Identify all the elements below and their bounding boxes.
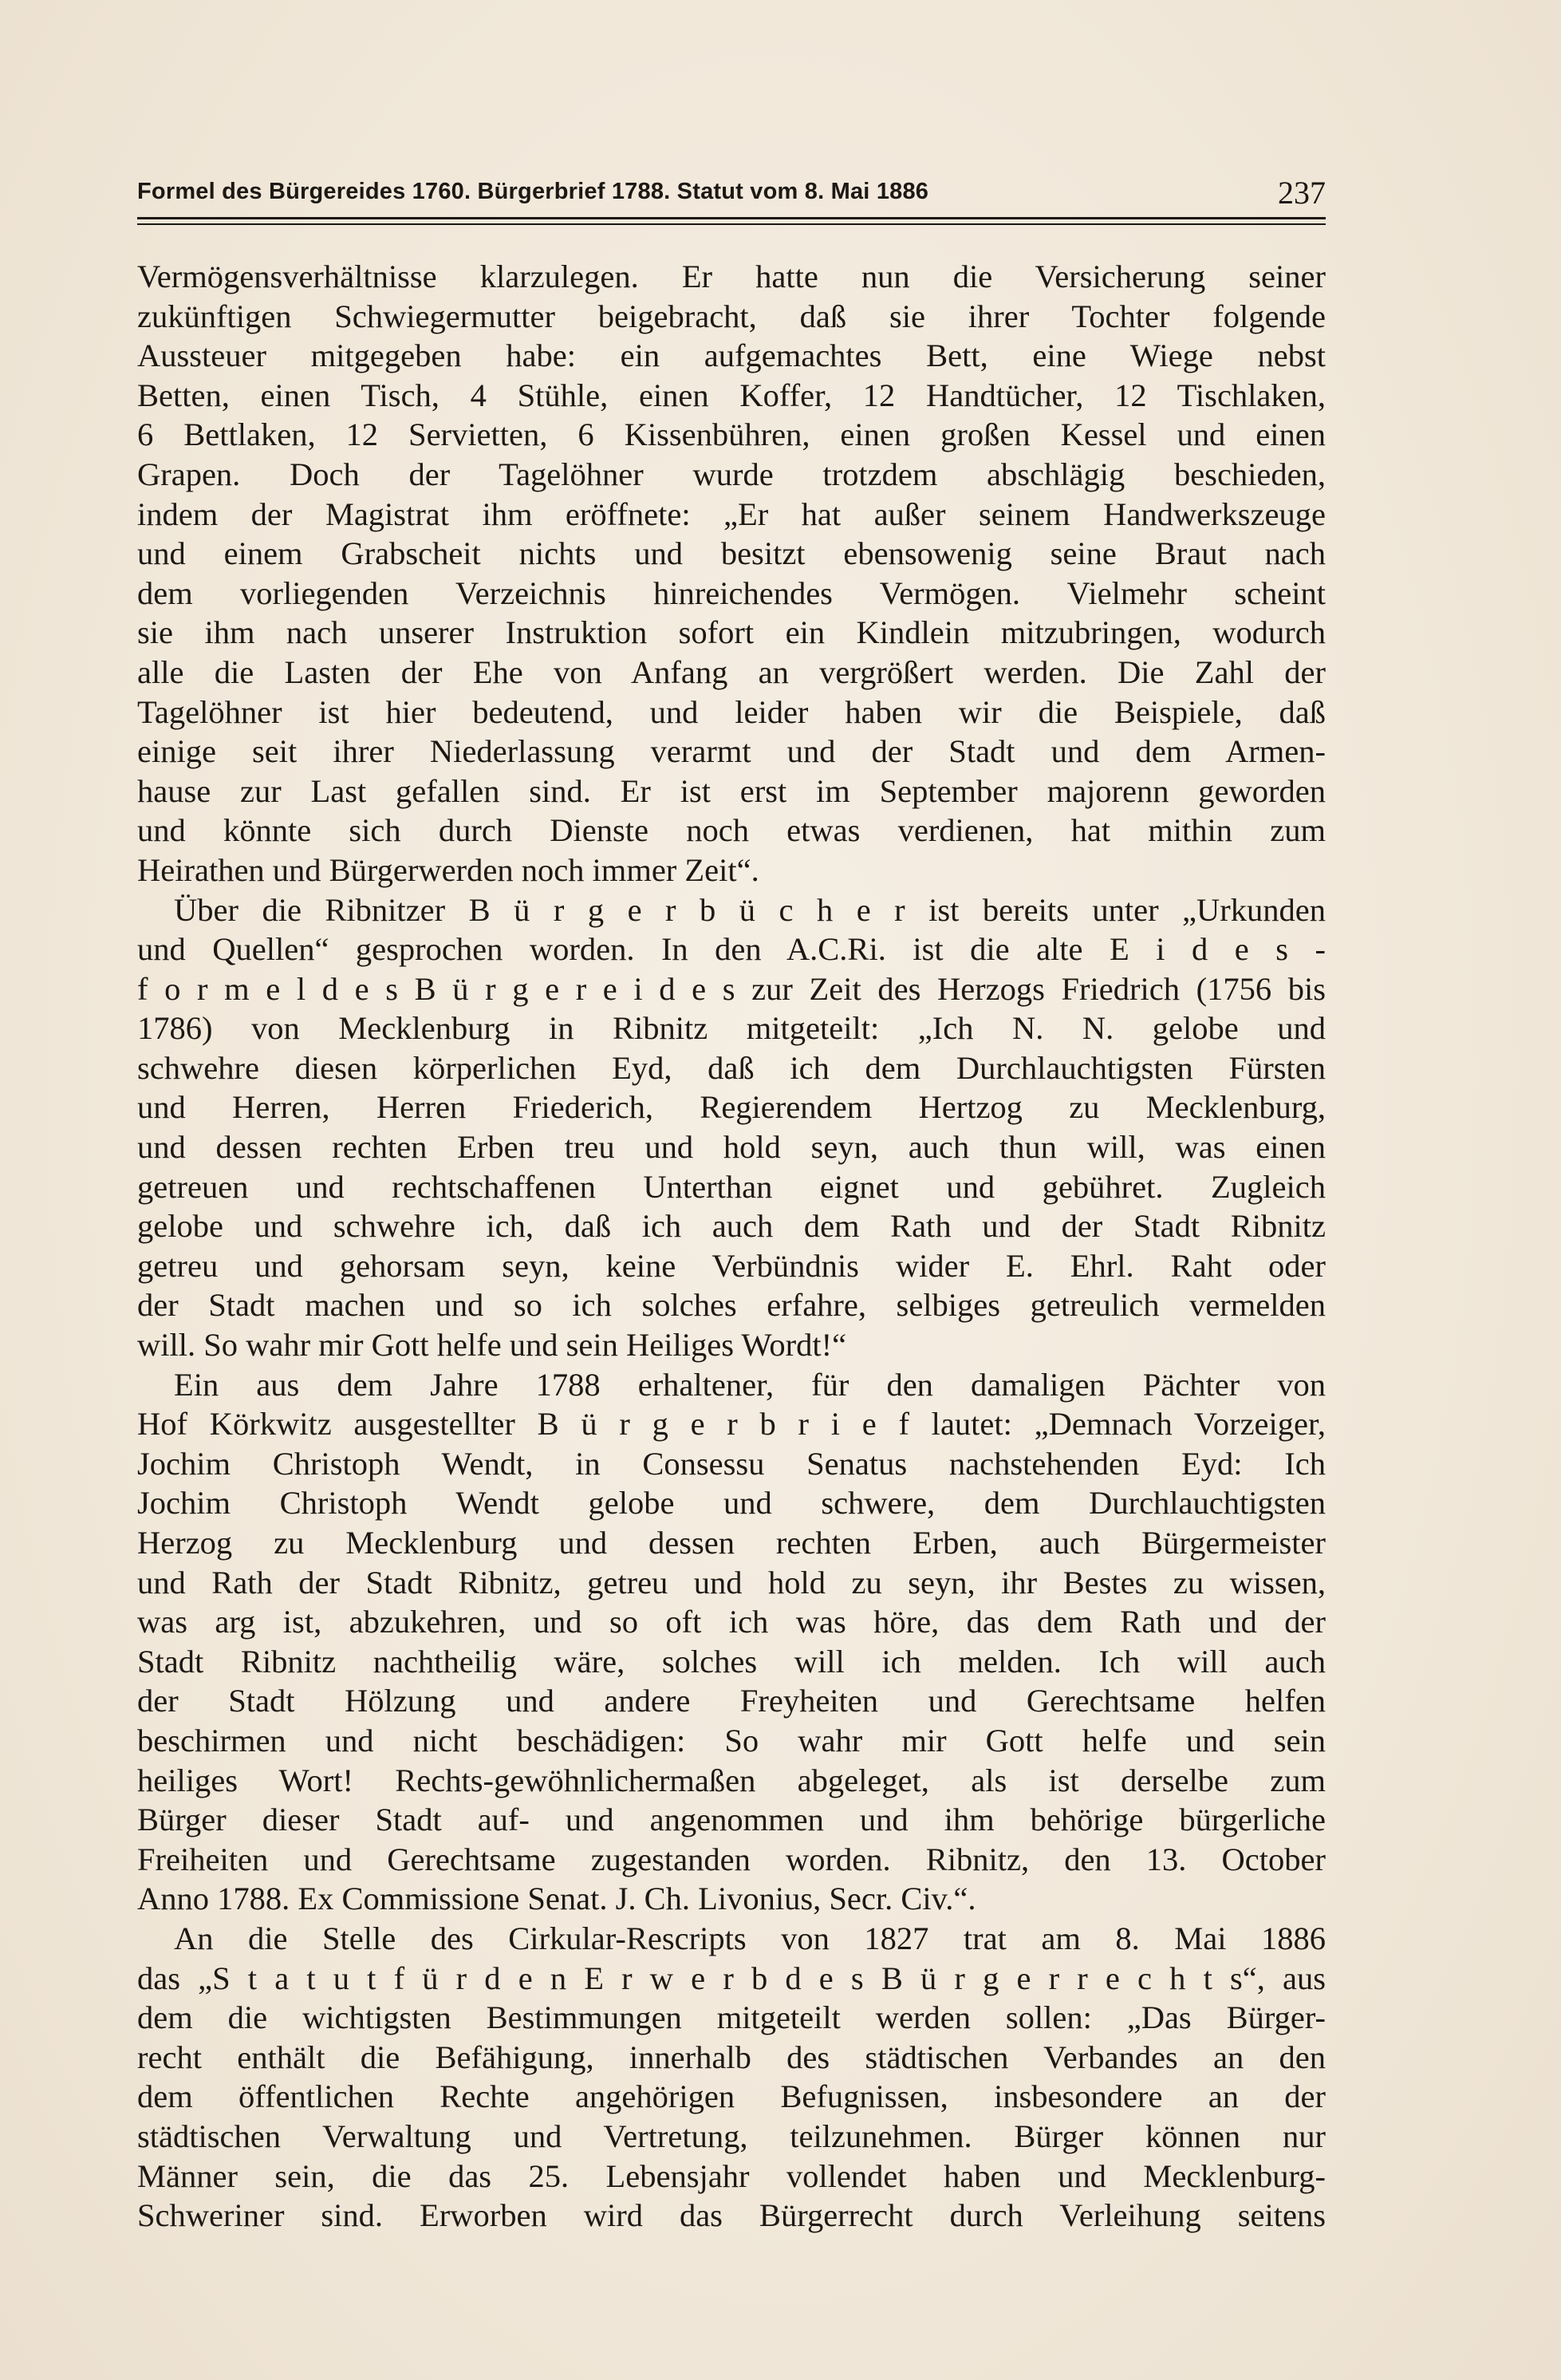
page-header — [137, 177, 1326, 217]
text-line: f o r m e l d e s B ü r g e r e i d e s zur Zeit des Herzogs Friedrich (1756 bis — [137, 970, 1326, 1007]
text-line: was arg ist, abzukehren, und so oft ich was höre, das dem Rath und der — [137, 1604, 1326, 1640]
running-head: Formel des Bürgereides 1760. Bürgerbrief 1788. Statut vom 8. Mai 1886 — [137, 179, 929, 204]
text-line: dem öffentlichen Rechte angehörigen Befugnissen, insbesondere an der — [137, 2078, 1326, 2115]
text-line: Anno 1788. Ex Commissione Senat. J. Ch. Livonius, Secr. Civ.“. — [137, 1881, 976, 1917]
text-line: Hof Körkwitz ausgestellter B ü r g e r b r i e f lautet: „Demnach Vorzeiger, — [137, 1406, 1326, 1443]
header-rule-thin — [137, 223, 1326, 225]
text-line: städtischen Verwaltung und Vertretung, teilzunehmen. Bürger können nur — [137, 2118, 1326, 2154]
text-line: 6 Bettlaken, 12 Servietten, 6 Kissenbühren, einen großen Kessel und einen — [137, 416, 1326, 453]
text-line: der Stadt machen und so ich solches erfahre, selbiges getreulich vermelden — [137, 1287, 1326, 1324]
text-line: Jochim Christoph Wendt, in Consessu Senatus nachstehenden Eyd: Ich — [137, 1445, 1326, 1482]
text-line: will. So wahr mir Gott helfe und sein Heiliges Wordt!“ — [137, 1327, 847, 1364]
text-line: Heirathen und Bürgerwerden noch immer Zeit“. — [137, 851, 759, 888]
text-line: der Stadt Hölzung und andere Freyheiten und Gerechtsame helfen — [137, 1683, 1326, 1719]
text-line: Herzog zu Mecklenburg und dessen rechten Erben, auch Bürgermeister — [137, 1525, 1326, 1561]
text-line: Aussteuer mitgegeben habe: ein aufgemachtes Bett, eine Wiege nebst — [137, 337, 1326, 374]
body-text — [137, 257, 1326, 2236]
text-line: 1786) von Mecklenburg in Ribnitz mitgeteilt: „Ich N. N. gelobe und — [137, 1010, 1326, 1047]
text-line: recht enthält die Befähigung, innerhalb des städtischen Verbandes an den — [137, 2039, 1326, 2075]
text-line: getreuen und rechtschaffenen Unterthan eignet und gebühret. Zugleich — [137, 1168, 1326, 1205]
text-line: und Quellen“ gesprochen worden. In den A.C.Ri. ist die alte E i d e s - — [137, 931, 1326, 968]
text-line: Bürger dieser Stadt auf- und angenommen und ihm behörige bürgerliche — [137, 1802, 1326, 1838]
text-line: beschirmen und nicht beschädigen: So wahr mir Gott helfe und sein — [137, 1722, 1326, 1758]
text-line: Tagelöhner ist hier bedeutend, und leider haben wir die Beispiele, daß — [137, 693, 1326, 730]
text-line: und einem Grabscheit nichts und besitzt ebensowenig seine Braut nach — [137, 535, 1326, 572]
text-line: zukünftigen Schwiegermutter beigebracht, daß sie ihrer Tochter folgende — [137, 298, 1326, 334]
text-line: Schweriner sind. Erworben wird das Bürgerrecht durch Verleihung seitens — [137, 2197, 1326, 2234]
text-line: und Rath der Stadt Ribnitz, getreu und hold zu seyn, ihr Bestes zu wissen, — [137, 1564, 1326, 1600]
text-line: heiliges Wort! Rechts-gewöhnlichermaßen abgeleget, als ist derselbe zum — [137, 1762, 1326, 1798]
text-line: und Herren, Herren Friederich, Regierendem Hertzog zu Mecklenburg, — [137, 1089, 1326, 1126]
text-line: Ein aus dem Jahre 1788 erhaltener, für den damaligen Pächter von — [174, 1366, 1326, 1403]
text-line: sie ihm nach unserer Instruktion sofort ein Kindlein mitzubringen, wodurch — [137, 614, 1326, 651]
text-line: Männer sein, die das 25. Lebensjahr vollendet haben und Mecklenburg- — [137, 2157, 1326, 2194]
text-line: Freiheiten und Gerechtsame zugestanden worden. Ribnitz, den 13. October — [137, 1841, 1326, 1877]
text-line: einige seit ihrer Niederlassung verarmt und der Stadt und dem Armen- — [137, 733, 1326, 770]
text-line: und könnte sich durch Dienste noch etwas verdienen, hat mithin zum — [137, 812, 1326, 849]
text-line: indem der Magistrat ihm eröffnete: „Er hat außer seinem Handwerkszeuge — [137, 495, 1326, 532]
page-number: 237 — [1278, 175, 1326, 211]
text-line: Vermögensverhältnisse klarzulegen. Er hatte nun die Versicherung seiner — [137, 259, 1326, 294]
text-line: Stadt Ribnitz nachtheilig wäre, solches will ich melden. Ich will auch — [137, 1643, 1326, 1679]
text-line: dem die wichtigsten Bestimmungen mitgeteilt werden sollen: „Das Bürger- — [137, 1999, 1326, 2036]
text-line: getreu und gehorsam seyn, keine Verbündnis wider E. Ehrl. Raht oder — [137, 1247, 1326, 1284]
text-line: Betten, einen Tisch, 4 Stühle, einen Koffer, 12 Handtücher, 12 Tischlaken, — [137, 377, 1326, 413]
text-line: An die Stelle des Cirkular-Rescripts von 1827 trat am 8. Mai 1886 — [174, 1920, 1326, 1956]
text-line: Über die Ribnitzer B ü r g e r b ü c h e r ist bereits unter „Urkunden — [174, 891, 1326, 928]
text-line: Jochim Christoph Wendt gelobe und schwere, dem Durchlauchtigsten — [137, 1485, 1326, 1522]
text-line: hause zur Last gefallen sind. Er ist erst im September majorenn geworden — [137, 772, 1326, 809]
text-line: alle die Lasten der Ehe von Anfang an vergrößert werden. Die Zahl der — [137, 653, 1326, 690]
text-line: das „S t a t u t f ü r d e n E r w e r b d e s B ü r g e r r e c h t s“, aus — [137, 1960, 1326, 1996]
header-rule-thick — [137, 217, 1326, 219]
text-line: dem vorliegenden Verzeichnis hinreichendes Vermögen. Vielmehr scheint — [137, 574, 1326, 611]
text-line: schwehre diesen körperlichen Eyd, daß ich dem Durchlauchtigsten Fürsten — [137, 1049, 1326, 1086]
text-line: und dessen rechten Erben treu und hold seyn, auch thun will, was einen — [137, 1129, 1326, 1166]
text-line: gelobe und schwehre ich, daß ich auch dem Rath und der Stadt Ribnitz — [137, 1208, 1326, 1245]
text-line: Grapen. Doch der Tagelöhner wurde trotzdem abschlägig beschieden, — [137, 456, 1326, 492]
